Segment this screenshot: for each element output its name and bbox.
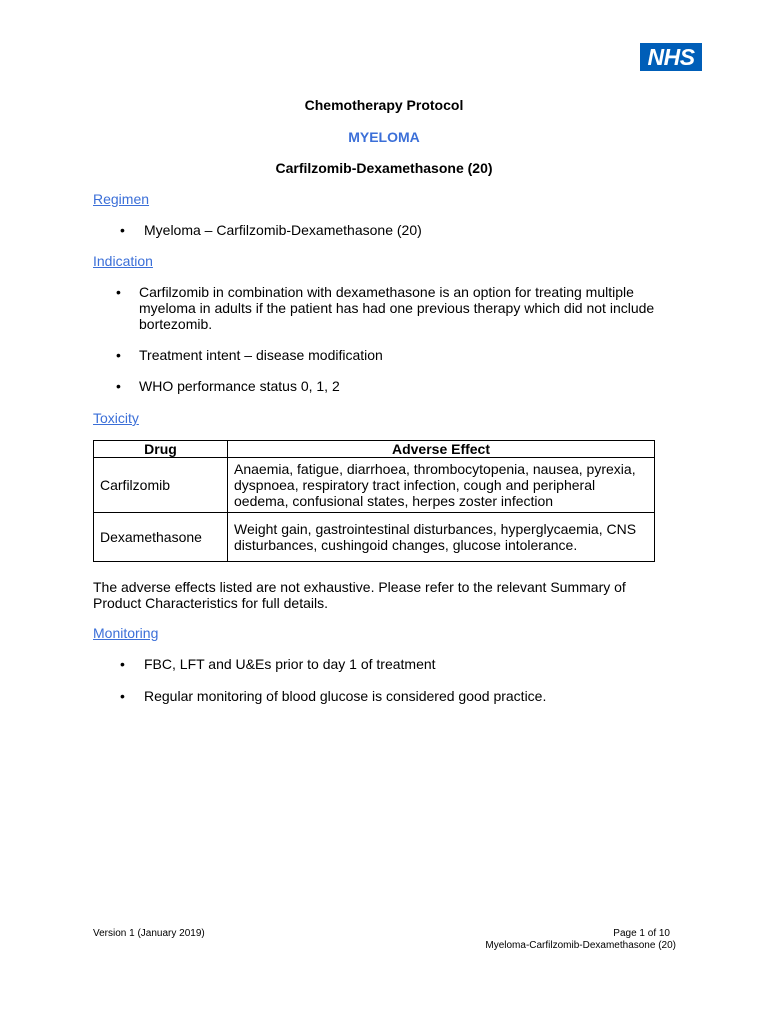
bullet-icon: • <box>120 222 125 238</box>
bullet-icon: • <box>120 688 125 704</box>
bullet-icon: • <box>120 656 125 672</box>
drug-cell: Dexamethasone <box>94 513 228 562</box>
table-row <box>94 513 655 562</box>
regimen-section-link[interactable]: Regimen <box>93 191 150 207</box>
bullet-icon: • <box>116 347 121 363</box>
adverse-effect-cell: Weight gain, gastrointestinal disturbances, hyperglycaemia, CNS disturbances, cushingoid changes, glucose intolerance. <box>228 513 655 562</box>
list-item <box>116 284 676 332</box>
list-item <box>116 347 676 363</box>
list-item <box>120 656 680 672</box>
column-header-adverse-effect: Adverse Effect <box>228 441 655 458</box>
disease-heading: MYELOMA <box>348 129 420 145</box>
nhs-logo: NHS <box>640 43 702 71</box>
column-header-drug: Drug <box>94 441 228 458</box>
indication-item-text: Treatment intent – disease modification <box>139 347 383 363</box>
list-item <box>120 222 680 238</box>
bullet-icon: • <box>116 284 121 300</box>
footer-document-name: Myeloma-Carfilzomib-Dexamethasone (20) <box>485 940 676 951</box>
indication-item-text: Carfilzomib in combination with dexamethasone is an option for treating multiple myeloma in adults if the patient has had one previous therapy which did not include bortezomib. <box>139 284 655 332</box>
indication-section-link[interactable]: Indication <box>93 253 153 269</box>
regimen-title: Carfilzomib-Dexamethasone (20) <box>275 160 493 176</box>
toxicity-table <box>93 440 655 562</box>
indication-item-text: WHO performance status 0, 1, 2 <box>139 378 340 394</box>
table-header-row <box>94 441 655 458</box>
toxicity-note: The adverse effects listed are not exhaustive. Please refer to the relevant Summary of Product Characteristics for full details. <box>93 579 626 611</box>
list-item <box>120 688 680 704</box>
monitoring-item-text: Regular monitoring of blood glucose is considered good practice. <box>144 688 547 704</box>
adverse-effect-cell: Anaemia, fatigue, diarrhoea, thrombocytopenia, nausea, pyrexia, dyspnoea, respiratory tract infection, cough and peripheral oedema, confusional states, herpes zoster infection <box>228 458 655 513</box>
table-row <box>94 458 655 513</box>
footer-version: Version 1 (January 2019) <box>93 928 205 939</box>
drug-cell: Carfilzomib <box>94 458 228 513</box>
bullet-icon: • <box>116 378 121 394</box>
toxicity-section-link[interactable]: Toxicity <box>93 410 139 426</box>
monitoring-item-text: FBC, LFT and U&Es prior to day 1 of treatment <box>144 656 436 672</box>
regimen-item-text: Myeloma – Carfilzomib-Dexamethasone (20) <box>144 222 422 238</box>
document-title: Chemotherapy Protocol <box>304 97 464 113</box>
monitoring-section-link[interactable]: Monitoring <box>93 625 159 641</box>
list-item <box>116 378 676 394</box>
footer-page-number: Page 1 of 10 <box>613 928 670 939</box>
